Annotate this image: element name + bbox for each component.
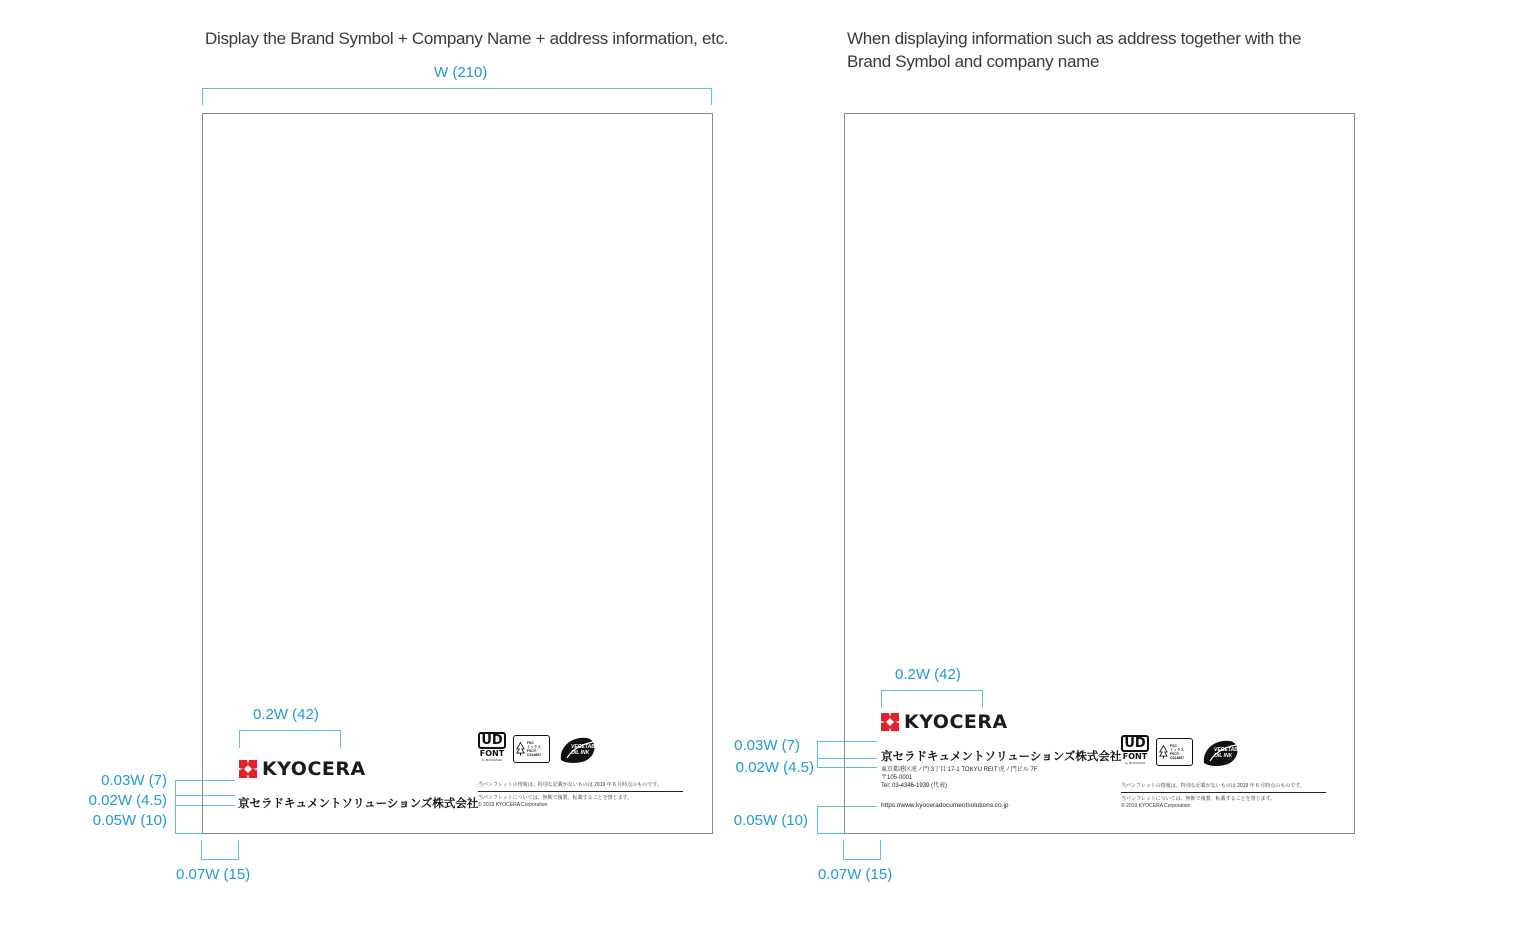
left-page-frame [202,113,713,834]
right-address-line1: 東京都港区虎ノ門 3丁目 17-1 TOKYU REIT 虎ノ門ビル 7F [881,767,1038,773]
left-vbracket-tick1 [175,780,235,781]
right-note1: 当パンフレットの情報は、特別な記載がないものは 2019 年 6 月時点のものです。 [1121,783,1305,789]
right-logo-bracket-top [881,690,983,691]
left-vbracket-tick4 [175,833,202,834]
right-vbracket-tick1 [817,741,877,742]
right-logo-bracket-left [881,690,882,708]
right-bottom-bracket-spine [817,806,818,833]
right-cert-marks [1121,735,1326,769]
fsc-icon: FSC ミックス FSC® C014687 [513,735,550,763]
right-address-line2: 〒105-0001 [881,775,913,781]
right-bottom-bracket-top [817,806,877,807]
left-vbracket-tick2 [175,795,235,796]
right-company-name: 京セラドキュメントソリューションズ株式会社 [881,751,1122,763]
right-bottom-bracket-bottom [817,833,844,834]
right-side-margin-label: 0.07W (15) [818,866,893,883]
left-brand-logo [238,758,366,780]
ud-font-icon: UD FONT by MORISAWA [479,733,505,762]
right-vbracket-spine [817,741,818,767]
left-logo-bracket-top [239,730,341,731]
left-caption: Display the Brand Symbol + Company Name + address information, etc. [205,29,729,48]
left-gap2-label: 0.02W (4.5) [88,792,167,809]
right-note2: 当パンフレットについては、無断で複製、転載することを禁じます。 [1121,796,1276,802]
kyocera-symbol-icon [238,759,258,779]
right-logo-bracket-right [982,690,983,708]
right-vbracket-tick3 [817,767,877,768]
left-note-rule [478,791,683,792]
right-brand-logo [880,711,1008,733]
left-width-bracket-right [711,88,712,105]
right-gap1-label: 0.03W (7) [734,737,800,754]
left-brand-wordmark: KYOCERA [262,758,366,780]
right-cert-block [1121,735,1326,810]
fsc-icon: FSC ミックス FSC® C014687 [1156,738,1193,766]
left-bottom-margin-label: 0.05W (10) [92,812,167,829]
right-side-bracket-right [880,840,881,859]
right-side-bracket-left [843,840,844,859]
right-caption-line1: When displaying information such as address together with the [847,29,1302,48]
right-caption-line2: Brand Symbol and company name [847,52,1100,71]
left-width-bracket-left [202,88,203,105]
left-side-bracket-bottom [201,859,239,860]
right-vbracket-tick2 [817,758,877,759]
ud-font-icon: UD FONT by MORISAWA [1122,736,1148,765]
left-logo-width-label: 0.2W (42) [253,706,319,723]
left-side-bracket-left [201,840,202,859]
vegetable-oil-ink-icon: VEGETABLE OIL INK [1200,737,1242,767]
left-cert-block [478,732,683,809]
right-copyright: © 2019 KYOCERA Corporation [1121,803,1191,809]
left-side-bracket-right [238,840,239,859]
left-cert-marks [478,732,683,766]
right-address-line3: Tel: 03-4346-1939 (代表) [881,783,948,789]
right-address-block [881,766,1037,790]
left-width-label: W (210) [434,64,488,81]
fsc-tree-icon [516,740,525,758]
left-gap1-label: 0.03W (7) [101,772,167,789]
left-width-bracket-top [202,88,712,89]
vegetable-oil-ink-icon: VEGETABLE OIL INK [557,734,599,764]
left-logo-bracket-right [340,730,341,748]
left-side-margin-label: 0.07W (15) [176,866,251,883]
left-vbracket-spine [175,780,176,833]
left-note2: 当パンフレットについては、無断で複製、転載することを禁じます。 [478,795,633,801]
left-logo-bracket-left [239,730,240,748]
right-note-rule [1121,792,1326,793]
right-gap2-label: 0.02W (4.5) [735,759,814,776]
left-copyright: © 2019 KYOCERA Corporation [478,802,548,808]
left-note1: 当パンフレットの情報は、特別な記載がないものは 2019 年 6 月時点のものです。 [478,782,662,788]
kyocera-symbol-icon [880,712,900,732]
left-company-name: 京セラドキュメントソリューションズ株式会社 [238,798,479,810]
right-brand-wordmark: KYOCERA [904,711,1008,733]
right-logo-width-label: 0.2W (42) [895,666,961,683]
right-side-bracket-bottom [843,859,881,860]
right-bottom-margin-label: 0.05W (10) [733,812,808,829]
left-vbracket-tick3 [175,805,235,806]
fsc-tree-icon [1159,743,1168,761]
right-url: https://www.kyoceradocumentsolutions.co.jp [881,802,1009,809]
